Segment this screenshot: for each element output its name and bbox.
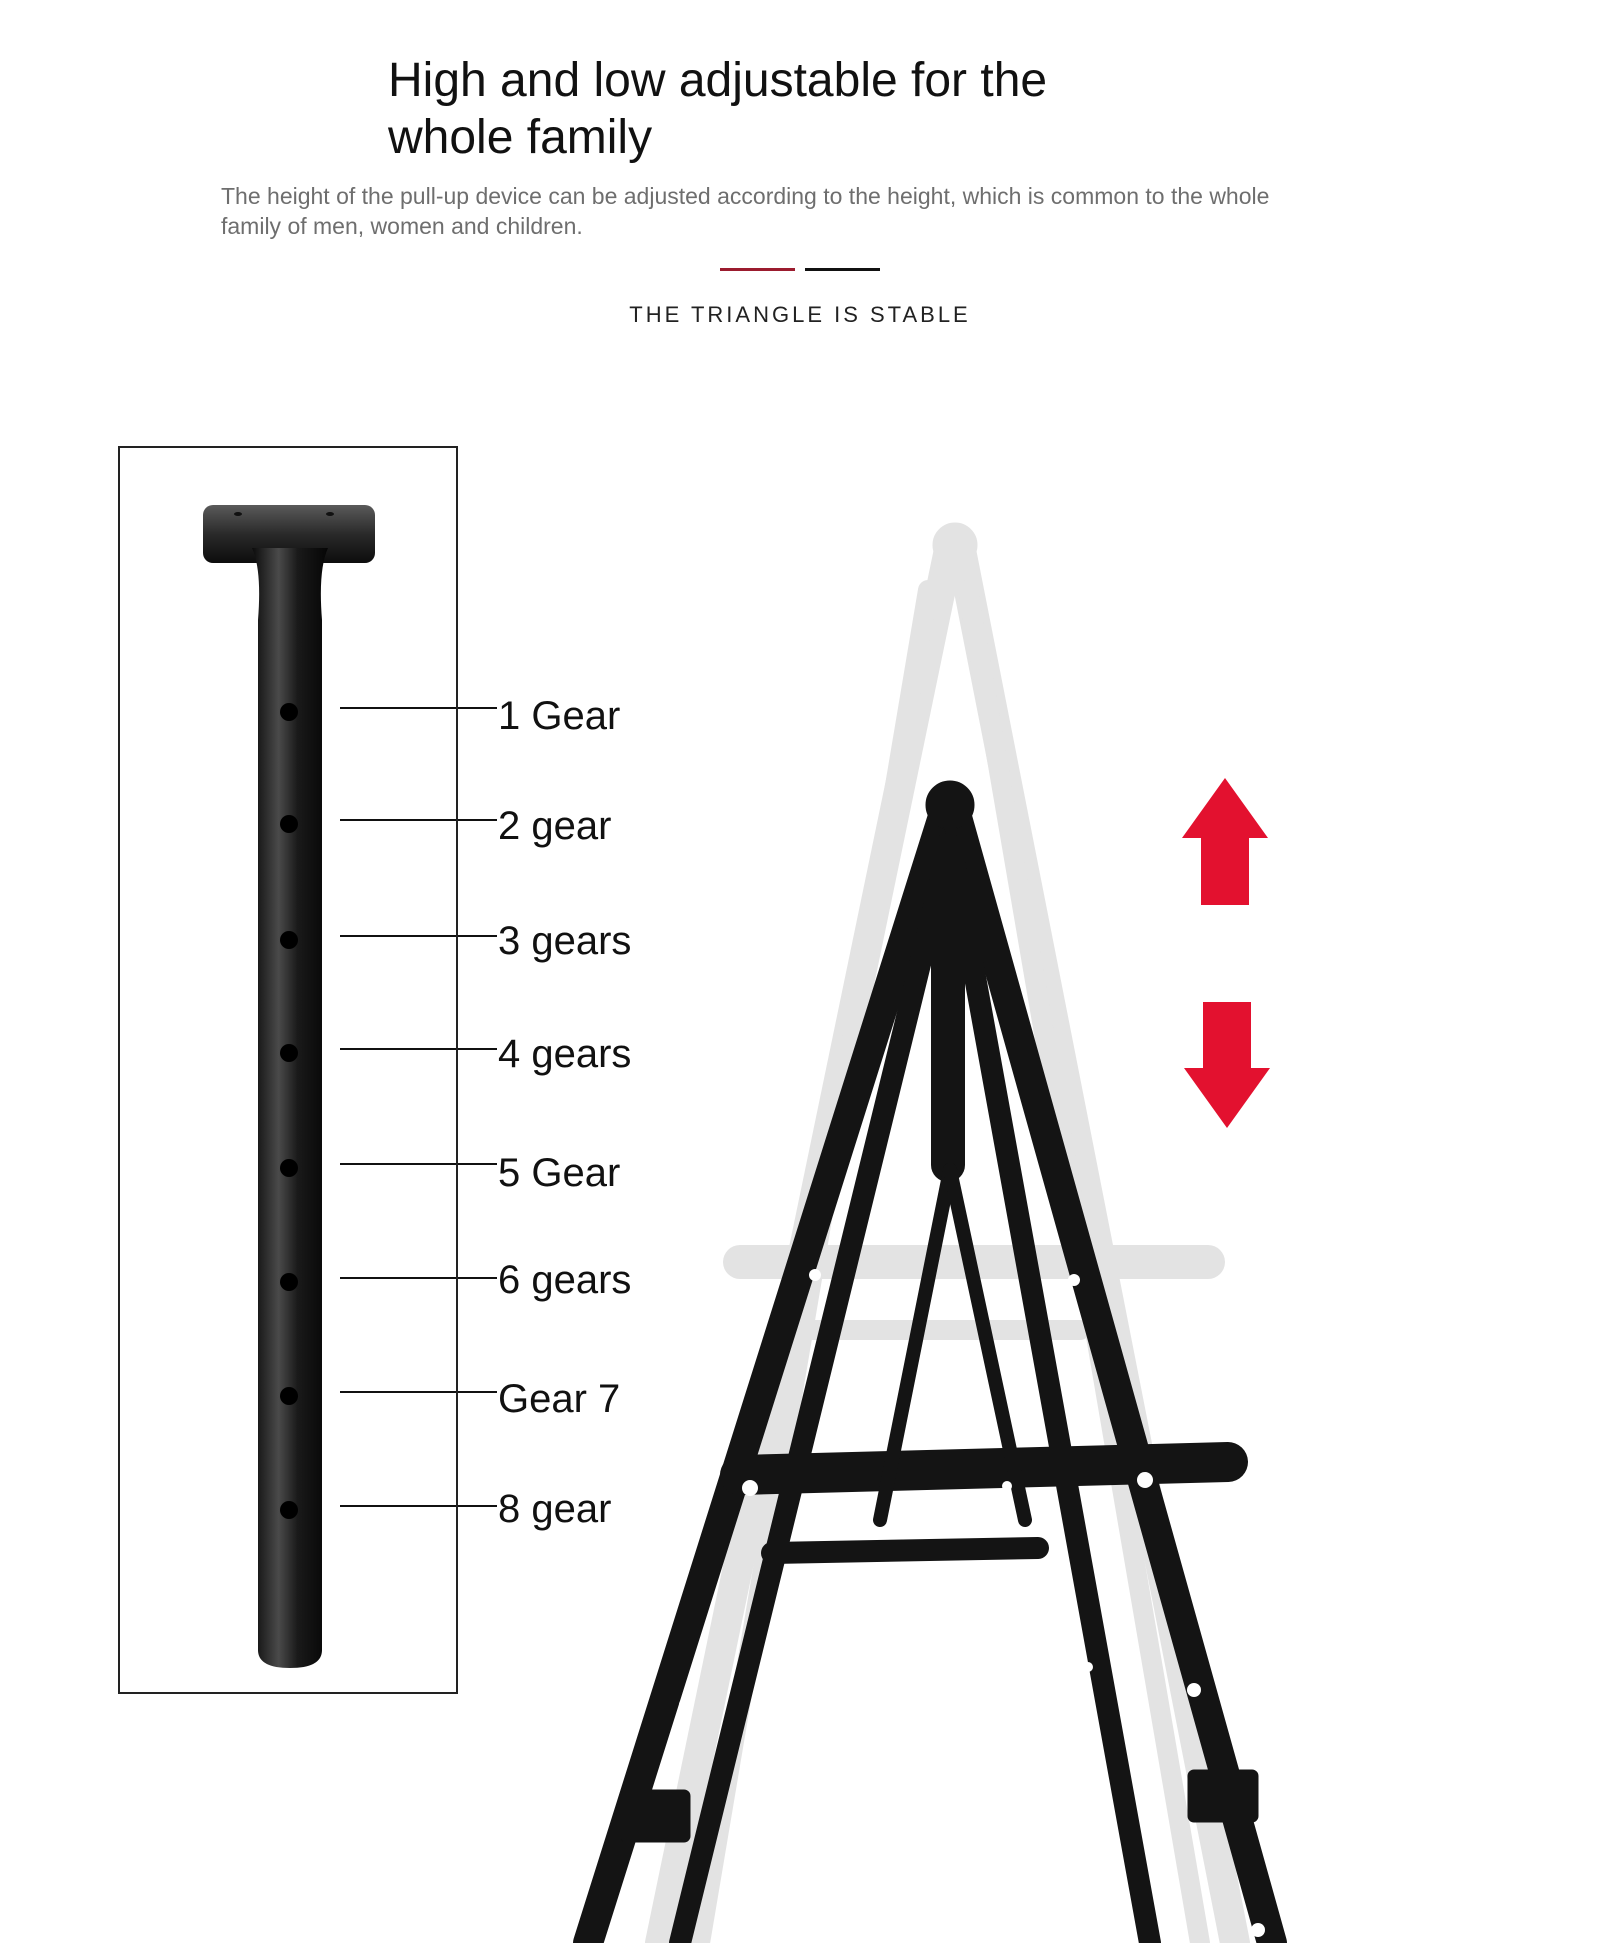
gear-label: 4 gears <box>498 1032 632 1076</box>
gear-label: 5 Gear <box>498 1151 621 1195</box>
gear-label: 1 Gear <box>498 694 621 738</box>
subtitle-line-1: The height of the pull-up device can be adjusted according to the height, which is common to the whole <box>221 183 1270 209</box>
gear-label: 8 gear <box>498 1487 612 1531</box>
frame-top-hub <box>926 781 974 829</box>
ghost-frame <box>660 523 1235 1943</box>
gear-label: 2 gear <box>498 804 612 848</box>
headline-line-2: whole family <box>388 111 653 164</box>
crossbar-lower <box>772 1548 1038 1553</box>
leg-collar-left <box>620 1790 690 1842</box>
detail-frame <box>118 446 458 1694</box>
gear-label: 6 gears <box>498 1258 632 1302</box>
gear-label: Gear 7 <box>498 1377 621 1421</box>
leg-collar-right <box>1188 1770 1258 1822</box>
tagline: THE TRIANGLE IS STABLE <box>629 302 971 327</box>
arrow-up-icon <box>1182 778 1268 905</box>
gear-label: 3 gears <box>498 919 632 963</box>
arrow-down-icon <box>1184 1002 1270 1128</box>
subtitle-line-2: family of men, women and children. <box>221 213 583 239</box>
headline-line-1: High and low adjustable for the <box>388 54 1048 107</box>
frame-leg-front-left <box>588 810 945 1943</box>
crossbar-upper <box>740 1462 1228 1475</box>
